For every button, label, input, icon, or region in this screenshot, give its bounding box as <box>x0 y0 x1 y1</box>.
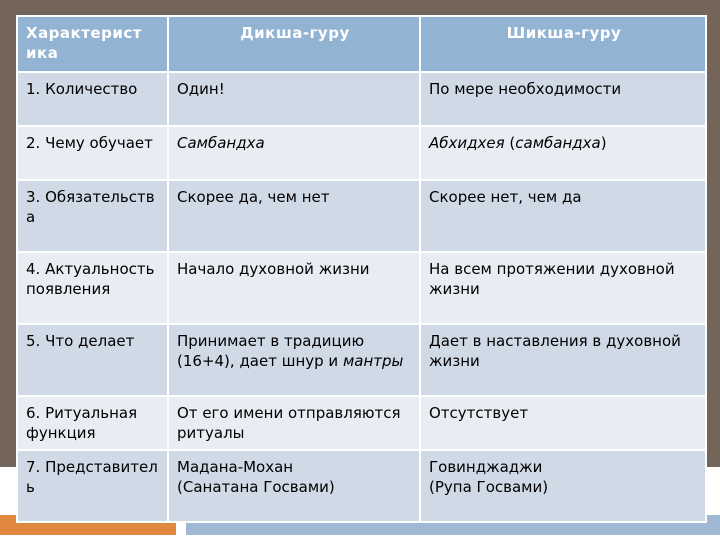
row-shiksha: По мере необходимости <box>420 72 706 126</box>
diksha-line2: (Санатана Госвами) <box>177 478 335 496</box>
row-shiksha <box>420 126 706 180</box>
row-feature: 5. Что делает <box>17 324 168 396</box>
row-shiksha: Скорее нет, чем да <box>420 180 706 252</box>
table-row <box>17 126 706 180</box>
diksha-text: Принимает в традицию (16+4), дает шнур и <box>177 332 365 370</box>
row-feature: 6. Ритуальная функция <box>17 396 168 450</box>
table-row <box>17 324 706 396</box>
header-shiksha-guru: Шикша-гуру <box>420 16 706 72</box>
row-feature: 1. Количество <box>17 72 168 126</box>
row-diksha <box>168 450 420 522</box>
row-diksha <box>168 324 420 396</box>
shiksha-line2: (Рупа Госвами) <box>429 478 549 496</box>
row-shiksha: Дает в наставления в духовной жизни <box>420 324 706 396</box>
shiksha-paren-italic: самбандха <box>515 134 601 152</box>
header-feature: Характерист ика <box>17 16 168 72</box>
shiksha-main: Абхидхея <box>429 134 505 152</box>
row-shiksha: На всем протяжении духовной жизни <box>420 252 706 324</box>
shiksha-line1: Говинджаджи <box>429 458 543 476</box>
row-feature: 3. Обязательств а <box>17 180 168 252</box>
diksha-line1: Мадана-Мохан <box>177 458 294 476</box>
table-header-row <box>17 16 706 72</box>
table-row <box>17 252 706 324</box>
table-row <box>17 450 706 522</box>
table-row <box>17 72 706 126</box>
diksha-italic: мантры <box>342 352 404 370</box>
row-shiksha <box>420 450 706 522</box>
row-diksha: От его имени отправляются ритуалы <box>168 396 420 450</box>
table-row <box>17 180 706 252</box>
row-diksha: Скорее да, чем нет <box>168 180 420 252</box>
table-row <box>17 396 706 450</box>
row-feature: 7. Представител ь <box>17 450 168 522</box>
row-feature: 2. Чему обучает <box>17 126 168 180</box>
comparison-table <box>16 15 707 523</box>
row-diksha: Самбандха <box>168 126 420 180</box>
header-diksha-guru: Дикша-гуру <box>168 16 420 72</box>
shiksha-paren-open: ( <box>504 134 516 152</box>
row-feature: 4. Актуальность появления <box>17 252 168 324</box>
row-diksha: Начало духовной жизни <box>168 252 420 324</box>
shiksha-paren-close: ) <box>600 134 607 152</box>
row-diksha: Один! <box>168 72 420 126</box>
row-shiksha: Отсутствует <box>420 396 706 450</box>
